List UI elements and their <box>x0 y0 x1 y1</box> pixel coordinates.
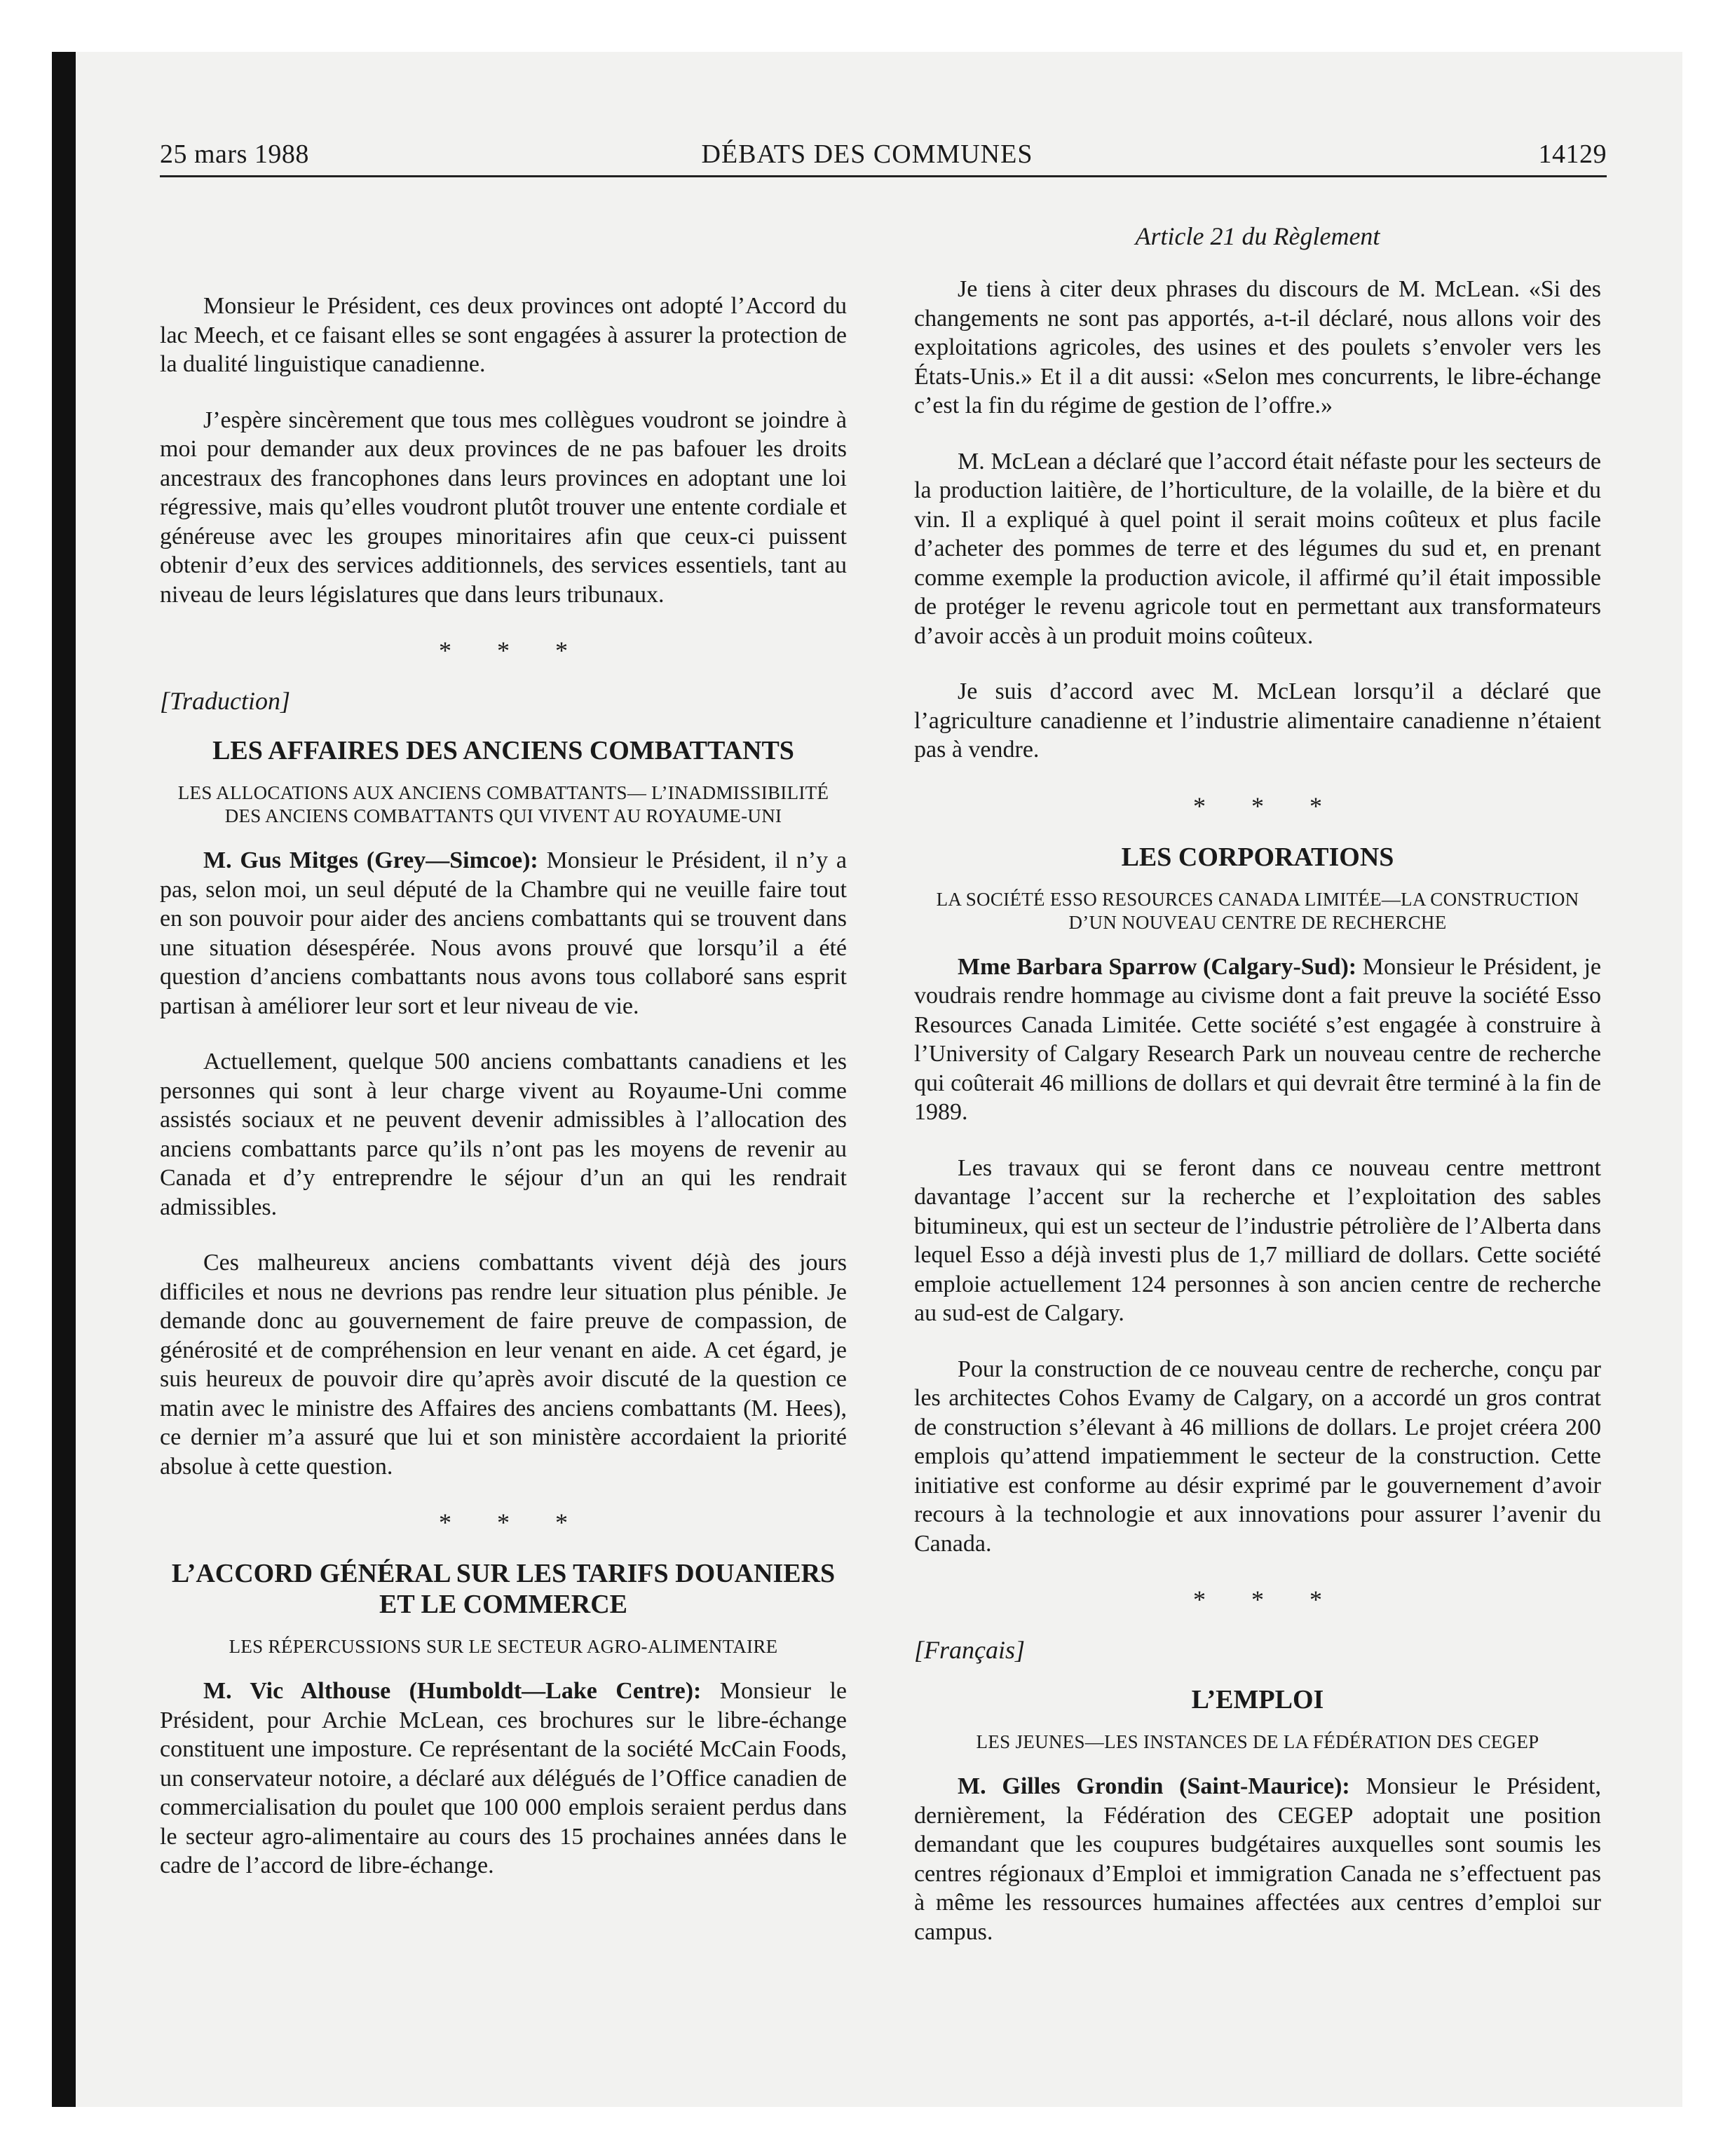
header-date: 25 mars 1988 <box>160 139 309 169</box>
header-page-number: 14129 <box>1538 139 1607 169</box>
paragraph: Ces malheureux anciens combattants vivent déjà des jours difficiles et nous ne devrions pas rendre leur situation plus pénible. Je demande donc au gouvernement de faire preuve de compassion, de générosité et de compréhension en leur venant en aide. A cet égard, je suis heureux de pouvoir dire qu’après avoir discuté de la question ce matin avec le ministre des Affaires des anciens combattants (M. Hees), ce dernier m’a assuré que lui et son ministère accordaient la priorité absolue à cette question. <box>160 1250 847 1480</box>
paragraph: M. Vic Althouse (Humboldt—Lake Centre): Monsieur le Président, pour Archie McLean, ces brochures sur le libre-échange constituent une imposture. Ce représentant de la société McCain Foods, un conservateur notoire, a déclaré aux délégués de l’Office canadien de commercialisation du poulet que 100 000 emplois seraient perdus dans le secteur agro-alimentaire au cours des 15 prochaines années dans le cadre de l’accord de libre-échange. <box>160 1678 847 1878</box>
section-subheading: LES RÉPERCUSSIONS SUR LE SECTEUR AGRO-ALIMENTAIRE <box>229 1636 778 1657</box>
speaker-name: M. Gus Mitges (Grey—Simcoe): <box>203 847 538 873</box>
rubric-heading: Article 21 du Règlement <box>1135 222 1380 250</box>
paragraph: Les travaux qui se feront dans ce nouveau centre mettront davantage l’accent sur la recherche et l’exploitation des sables bitumineux, qui est un secteur de l’industrie pétrolière de l’Alberta dans lequel Esso a déjà investi plus de 1,7 milliard de dollars. Cette société emploie actuellement 124 personnes à son ancien centre de recherche au sud-est de Calgary. <box>914 1154 1601 1326</box>
section-subheading: LES ALLOCATIONS AUX ANCIENS COMBATTANTS— L’INADMISSIBILITÉ DES ANCIENS COMBATTANTS QUI VIVENT AU ROYAUME-UNI <box>177 782 829 826</box>
paragraph: M. McLean a déclaré que l’accord était néfaste pour les secteurs de la production laitière, de l’horticulture, de la volaille, de la bière et du vin. Il a expliqué à quel point il serait moins coûteux et plus facile d’acheter des pommes de terre et des légumes du sud et, en prenant comme exemple la production avicole, il affirmé qu’il était impossible de protéger le revenu agricole tout en permettant aux transformateurs d’avoir accès à un produit moins coûteux. <box>914 448 1601 649</box>
paragraph: Monsieur le Président, ces deux provinces ont adopté l’Accord du lac Meech, et ce faisant elles se sont engagées à assurer la protection de la dualité linguistique canadienne. <box>160 293 847 377</box>
paragraph: Mme Barbara Sparrow (Calgary-Sud): Monsieur le Président, je voudrais rendre hommage au civisme dont a fait preuve la société Esso Resources Canada Limitée. Cette société s’est engagée à construire à l’University of Calgary Research Park un nouveau centre de recherche qui coûterait 46 millions de dollars et qui devrait être terminé à la fin de 1989. <box>914 953 1601 1125</box>
section-separator: * * * <box>1193 1585 1342 1613</box>
section-heading: LES AFFAIRES DES ANCIENS COMBATTANTS <box>212 736 794 765</box>
right-column <box>914 220 1601 1973</box>
paragraph: Pour la construction de ce nouveau centre de recherche, conçu par les architectes Cohos Evamy de Calgary, on a accordé un gros contrat de construction s’élevant à 46 millions de dollars. Le projet créera 200 emplois qu’attend impatiemment le secteur de la construction. Cette initiative est conforme au désir exprimé par le gouvernement d’avoir recours à la technologie et aux innovations pour assurer l’avenir du Canada. <box>914 1356 1601 1557</box>
section-heading: L’EMPLOI <box>1191 1685 1324 1714</box>
header-rule <box>160 175 1607 177</box>
section-subheading: LES JEUNES—LES INSTANCES DE LA FÉDÉRATION DES CEGEP <box>976 1731 1539 1752</box>
paragraph: Je tiens à citer deux phrases du discours de M. McLean. «Si des changements ne sont pas apportés, a-t-il déclaré, nous allons voir des exploitations agricoles, des usines et des poulets s’envoler vers les États-Unis.» Et il a dit aussi: «Selon mes concurrents, le libre-échange c’est la fin du régime de gestion de l’offre.» <box>914 276 1601 418</box>
section-separator: * * * <box>1193 791 1342 820</box>
left-column <box>160 220 847 1907</box>
paragraph: Je suis d’accord avec M. McLean lorsqu’il a déclaré que l’agriculture canadienne et l’industrie alimentaire canadienne n’étaient pas à vendre. <box>914 678 1601 763</box>
paragraph: J’espère sincèrement que tous mes collègues voudront se joindre à moi pour demander aux deux provinces de ne pas bafouer les droits ancestraux des francophones dans leurs provinces en adoptant une loi régressive, mais qu’elles voudront plutôt trouver une entente cordiale et généreuse avec les groupes minoritaires afin que ceux-ci puissent obtenir d’eux des services additionnels, des services essentiels, tant au niveau de leurs législatures que dans leurs tribunaux. <box>160 407 847 608</box>
speaker-name: Mme Barbara Sparrow (Calgary-Sud): <box>958 953 1357 980</box>
header-title: DÉBATS DES COMMUNES <box>701 139 1033 169</box>
speaker-name: M. Vic Althouse (Humboldt—Lake Centre): <box>203 1678 702 1704</box>
section-subheading: LA SOCIÉTÉ ESSO RESOURCES CANADA LIMITÉE—LA CONSTRUCTION D’UN NOUVEAU CENTRE DE RECHERCHE <box>936 888 1579 933</box>
section-separator: * * * <box>439 636 587 664</box>
speaker-name: M. Gilles Grondin (Saint-Maurice): <box>958 1773 1350 1799</box>
language-note: [Français] <box>914 1636 1026 1664</box>
paragraph: Actuellement, quelque 500 anciens combattants canadiens et les personnes qui sont à leur charge vivent au Royaume-Uni comme assistés sociaux et ne peuvent devenir admissibles à l’allocation des anciens combattants parce qu’ils n’ont pas les moyens de revenir au Canada et d’y entreprendre le séjour d’un an qui les rendrait admissibles. <box>160 1049 847 1220</box>
section-heading: L’ACCORD GÉNÉRAL SUR LES TARIFS DOUANIERS ET LE COMMERCE <box>171 1559 836 1619</box>
section-separator: * * * <box>439 1508 587 1536</box>
language-note: [Traduction] <box>160 687 291 715</box>
paragraph: M. Gus Mitges (Grey—Simcoe): Monsieur le Président, il n’y a pas, selon moi, un seul député de la Chambre qui ne veuille faire tout en son pouvoir pour aider des anciens combattants qui se trouvent dans une situation désespérée. Nous avons prouvé que lorsqu’il a été question d’anciens combattants nous avons tous collaboré sans esprit partisan à améliorer leur sort et leur niveau de vie. <box>160 847 847 1019</box>
scanned-page <box>52 52 1682 2107</box>
scan-edge <box>52 52 76 2107</box>
section-heading: LES CORPORATIONS <box>1121 842 1394 872</box>
paragraph: M. Gilles Grondin (Saint-Maurice): Monsieur le Président, dernièrement, la Fédération des CEGEP adoptait une position demandant que les coupures budgétaires auxquelles sont soumis les centres régionaux d’Emploi et immigration Canada ne s’effectuent pas à même les ressources humaines affectées aux centres d’emploi sur campus. <box>914 1773 1601 1945</box>
